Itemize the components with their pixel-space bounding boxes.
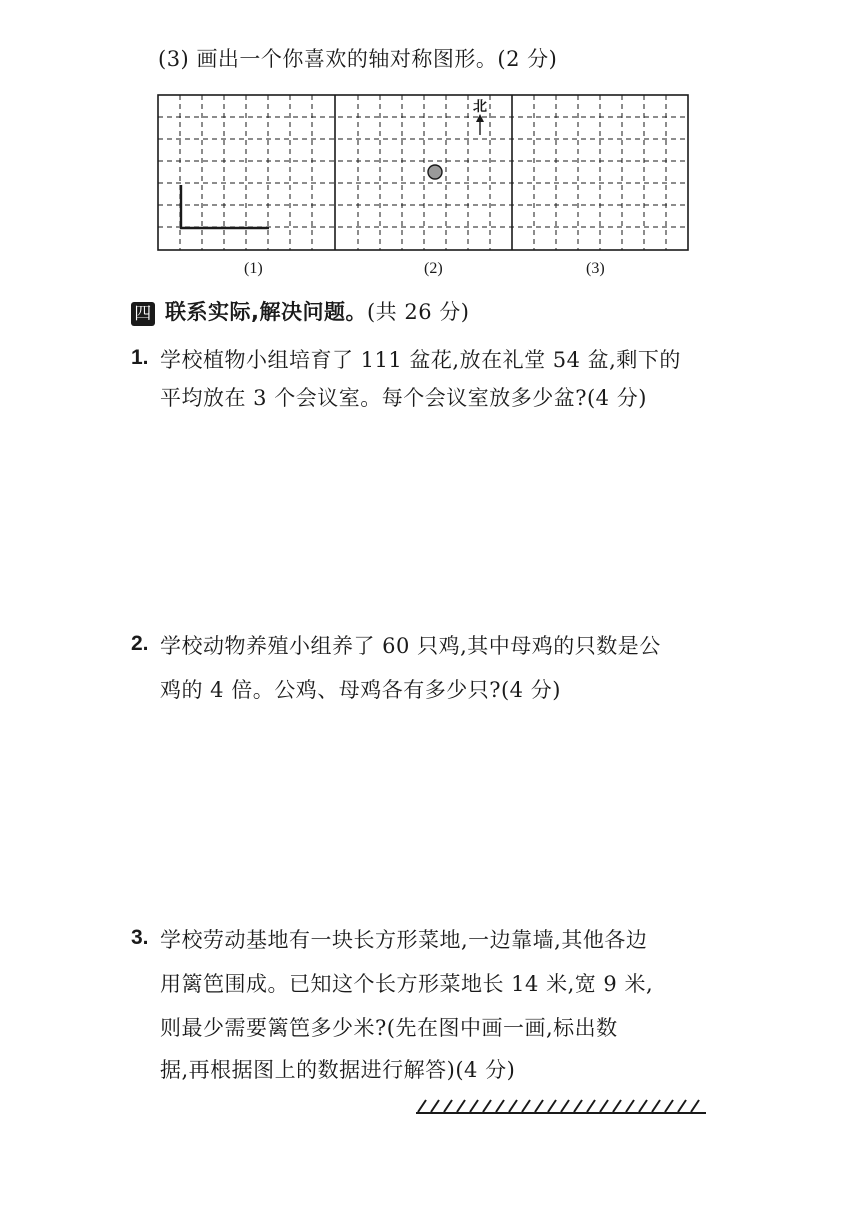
grid-caption-2: (2): [424, 260, 443, 277]
wall-hatch-svg: [414, 1094, 710, 1116]
problem3-line4: 据,再根据图上的数据进行解答)(4 分): [160, 1058, 516, 1082]
part3-text: 画出一个你喜欢的轴对称图形。(2 分): [196, 47, 558, 71]
circle-dot: [428, 165, 442, 179]
problem3-number: 3.: [131, 926, 149, 949]
problem3-line3: 则最少需要篱笆多少米?(先在图中画一画,标出数: [160, 1016, 618, 1040]
problem1-line1: 学校植物小组培育了 111 盆花,放在礼堂 54 盆,剩下的: [160, 348, 681, 372]
north-label: 北: [473, 99, 487, 115]
grid-caption-1: (1): [244, 260, 263, 277]
part3-label: (3): [158, 47, 190, 71]
grid-svg: [155, 92, 691, 254]
section4-badge: 四: [131, 302, 155, 326]
north-arrow-icon: [476, 114, 484, 122]
grid-horizontal-lines: [158, 117, 688, 227]
section4-title: 联系实际,解决问题。: [165, 300, 367, 324]
problem2-number: 2.: [131, 632, 149, 655]
section4-heading: [131, 298, 469, 326]
problem3-line2: 用篱笆围成。已知这个长方形菜地长 14 米,宽 9 米,: [160, 972, 654, 996]
problem1-number: 1.: [131, 346, 149, 369]
l-shape-figure: [181, 185, 269, 228]
problem1-line2: 平均放在 3 个会议室。每个会议室放多少盆?(4 分): [160, 386, 647, 410]
grid-caption-3: (3): [586, 260, 605, 277]
wall-hatch-marks: [418, 1100, 699, 1112]
problem2-line1: 学校动物养殖小组养了 60 只鸡,其中母鸡的只数是公: [160, 634, 661, 658]
part3-heading: [158, 45, 557, 73]
problem3-line1: 学校劳动基地有一块长方形菜地,一边靠墙,其他各边: [160, 928, 648, 952]
wall-hatch: [414, 1094, 710, 1120]
problem2-line2: 鸡的 4 倍。公鸡、母鸡各有多少只?(4 分): [160, 678, 561, 702]
section4-points: (共 26 分): [366, 300, 470, 324]
dot-grid-figure: [155, 92, 691, 254]
